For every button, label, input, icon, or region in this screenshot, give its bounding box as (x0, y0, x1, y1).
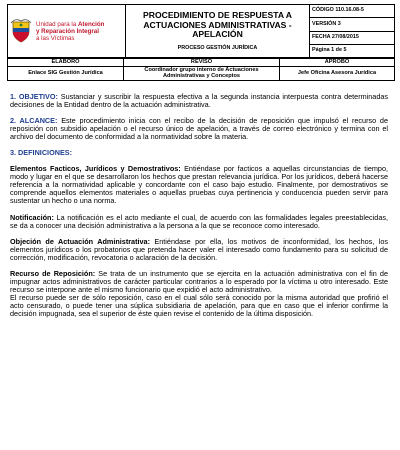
meta-page: Página 1 de 5 (310, 44, 395, 57)
entity-logo (10, 19, 123, 43)
sig-value-aprobo: Jefe Oficina Asesora Jurídica (280, 66, 395, 80)
objetivo-label: 1. OBJETIVO: (10, 92, 58, 101)
sig-header-elaboro: ELABORÓ (8, 59, 124, 67)
logo-line-1: Unidad para la (36, 20, 78, 28)
document-body (10, 93, 388, 318)
sig-value-reviso: Coordinador grupo interno de Actuaciones Administrativas y Conceptos (124, 66, 280, 80)
meta-version: VERSIÓN 3 (310, 18, 395, 31)
definition-text: La notificación es el acto mediante el cual, de acuerdo con las formalidades legales preestablecidas, se da a conocer una decisión administrativa a la persona a la que se reconoce como interesado. (10, 212, 388, 230)
sig-header-reviso: REVISÓ (124, 59, 280, 67)
section-objetivo (10, 93, 388, 109)
definition-elementos (10, 165, 388, 205)
section-definiciones (10, 149, 388, 157)
definition-term: Objeción de Actuación Administrativa: (10, 236, 151, 246)
title-cell (126, 5, 310, 58)
section-alcance (10, 117, 388, 141)
definition-text: Entiéndase por ella, los motivos de inconformidad, los hechos, los elementos jurídicos o los probatorios que pretenda hacer valer el interesado como fundamento para su solicitud de corrección, modificación, revocatoria o aclaración de la decisión. (10, 236, 388, 262)
definition-term: Recurso de Reposición: (10, 268, 96, 278)
document-header (7, 4, 395, 58)
coat-of-arms-icon (10, 19, 32, 43)
signature-table (7, 58, 395, 81)
alcance-label: 2. ALCANCE: (10, 116, 58, 126)
meta-code: CÓDIGO 110.16.08-5 (310, 5, 395, 18)
logo-text (36, 21, 104, 42)
document-title: PROCEDIMIENTO DE RESPUESTA A ACTUACIONES ADMINISTRATIVAS - APELACIÓN (143, 10, 292, 40)
objetivo-text: Sustanciar y suscribir la respuesta efectiva a la segunda instancia interpuesta contra determinadas decisiones de la Entidad dentro de la actuación administrativa. (10, 92, 389, 110)
logo-cell (8, 5, 126, 58)
definition-objecion (10, 238, 388, 262)
definition-notificacion (10, 214, 388, 230)
definition-text: Entiéndase por facticos a aquellas circunstancias de tiempo, modo y lugar en el que se desarrollaron los hechos que prestan relevancia jurídica. Por los jurídicos, deberá hacerse referencia a la normatividad aplicable y concordante con el caso bajo estudio. Finalmente, por demostrativos se comprende aquellos elementos materiales o aquellas pruebas cuya pertinencia y conducencia pueden servir para sustentar un hecho o una norma. (10, 164, 388, 206)
logo-line-3: a las Víctimas (36, 34, 75, 42)
definition-recurso-extra: El recurso puede ser de sólo reposición, caso en el cual sólo será conocido por la misma autoridad que profirió el acto censurado, o puede tener una súplica subsidiaria de apelación, para que en caso que el inferior confirme la decisión impugnada, sea el superior de éste quien revise el contenido de la última disposición. (10, 292, 388, 318)
alcance-text: Este procedimiento inicia con el recibo de la decisión de reposición que impulsó el recurso de reposición con subsidio apelación o el recurso único de apelación, a través de correo electrónico y termina con el archivo del documento de conformidad a la normatividad sobre la materia. (10, 116, 388, 142)
process-name: PROCESO GESTIÓN JURÍDICA (177, 44, 258, 51)
definition-term: Elementos Facticos, Jurídicos y Demostrativos: (10, 164, 181, 174)
sig-header-aprobo: APROBÓ (280, 59, 395, 67)
sig-value-elaboro: Enlace SIG Gestión Jurídica (8, 66, 124, 80)
definiciones-label: 3. DEFINICIONES: (10, 148, 73, 158)
logo-line-1-bold: Atención (77, 20, 105, 28)
logo-line-2: y Reparación Integral (36, 27, 99, 35)
meta-date: FECHA 27/08/2015 (310, 31, 395, 44)
definition-recurso (10, 270, 388, 294)
definition-term: Notificación: (10, 212, 54, 222)
definition-text: Se trata de un instrumento que se ejercita en la actuación administrativa con el fin de impugnar actos administrativos de carácter particular contrarios a lo esperado por la víctima u otro interesado. Este recurso se interpone ante el mismo funcionario que expidió el acto administrativo. (10, 268, 388, 294)
